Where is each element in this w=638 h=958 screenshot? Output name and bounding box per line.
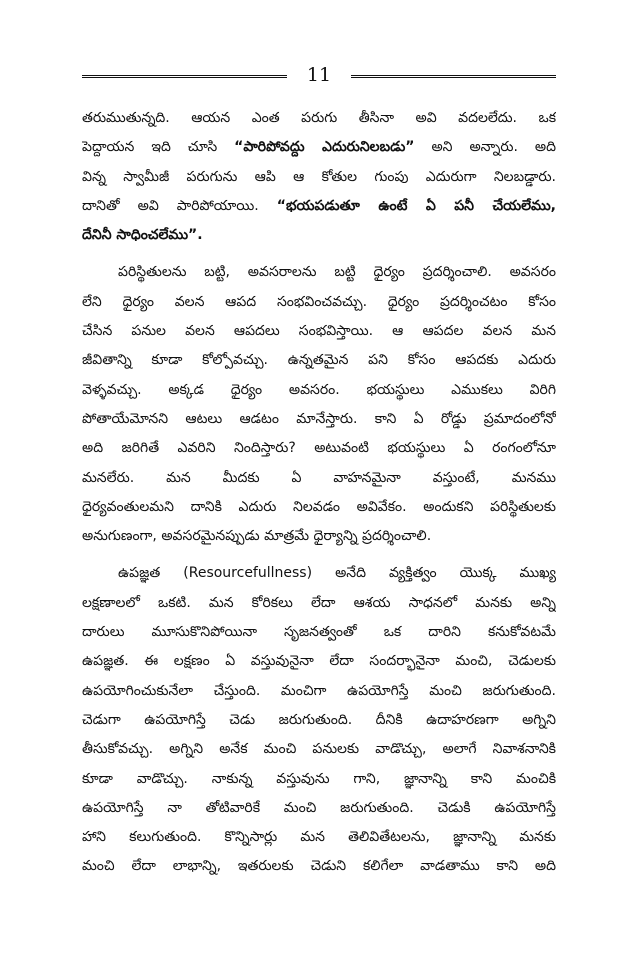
text-line [82,221,556,250]
page-header [82,62,556,90]
text-line: కూడా వాడొచ్చు. నాకున్న వస్తువును గాని, జ్ఞానాన్ని కాని మంచికి [82,770,556,787]
text-line: పోతాయేమోనని ఆటలు ఆడటం మానేస్తారు. కాని ఏ రోడ్డు ప్రమాదంలోనో [82,410,556,427]
text-line: చెడుగా ఉపయోగిస్తే చెడు జరుగుతుంది. దీనికి ఉదాహరణగా అగ్నిని [82,711,556,728]
paragraph-2 [82,258,556,551]
text-line: హాని కలుగుతుంది. కొన్నిసార్లు మన తెలివితేటలను, జ్ఞానాన్ని మనకు [82,829,556,846]
text-line: ఉపజ్ఞత (Resourcefullness) అనేది వ్యక్తిత్వం యొక్క ముఖ్య [118,565,556,582]
text-line: దారులు మూసుకొనిపోయినా సృజనత్వంతో ఒక దారిని కనుకోవటమే [82,624,556,641]
text-line: లేని ధైర్యం వలన ఆపద సంభవించవచ్చు. ధైర్యం ప్రదర్శించటం కోసం [82,293,556,310]
text-line: విన్న స్వామీజీ పరుగును ఆపి ఆ కోతుల గుంపు ఎదురుగా నిలబడ్డారు. [82,168,556,185]
text-line: మనలేరు. మన మీదకు ఏ వాహనమైనా వస్తుంటే, మనము [82,469,556,486]
text-line: మంచి లేదా లాభాన్ని, ఇతరులకు చెడుని కలిగేలా వాడతాము కాని అది [82,858,556,875]
text-line: అది జరిగితే ఎవరిని నిందిస్తారు? అటువంటి భయస్థులు ఏ రంగంలోనూ [82,440,556,457]
bold-quote: “భయపడుతూ ఉంటే ఏ పనీ చేయలేము, [276,197,556,214]
text-line: ఉపజ్ఞత. ఈ లక్షణం ఏ వస్తువునైనా లేదా సందర్భానైనా మంచి, చెడులకు [82,653,556,670]
bold-quote: దేనినీ సాధించలేము”. [82,227,203,244]
text-line: అనుగుణంగా, అవసరమైనప్పుడు మాత్రమే ధైర్యాన్ని ప్రదర్శించాలి. [82,528,432,545]
text-line: చేసిన పనుల వలన ఆపదలు సంభవిస్తాయి. ఆ ఆపదల వలన మన [82,323,556,340]
text-line: తీసుకోవచ్చు. అగ్నిని అనేక మంచి పనులకు వాడొచ్చు, అలాగే నివాశనానికి [82,741,556,758]
text-line: పెద్దాయన ఇది చూసి “పారిపోవద్దు ఎదురునిలబడు” అని అన్నారు. అది [82,139,556,156]
text-line: తరుముతున్నది. ఆయన ఎంత పరుగు తీసినా అవి వదలలేదు. ఒక [82,110,556,126]
bold-quote: “పారిపోవద్దు ఎదురునిలబడు” [234,139,415,156]
page-body [82,104,556,882]
text-line: లక్షణాలలో ఒకటి. మన కోరికలు లేదా ఆశయ సాధనలో మనకు అన్ని [82,594,556,611]
text-line: ఉపయోగిస్తే నా తోటివారికే మంచి జరుగుతుంది. చెడుకి ఉపయోగిస్తే [82,799,556,816]
text-line: పరిస్థితులను బట్టి, అవసరాలను బట్టి ధైర్యం ప్రదర్శించాలి. అవసరం [118,264,556,281]
header-rule-right [351,75,556,78]
paragraph-1 [82,104,556,250]
text-line: వెళ్ళవచ్చు. అక్కడ ధైర్యం అవసరం. భయస్థులు ఎముకలు విరిగి [82,381,556,398]
text-line: జీవితాన్ని కూడా కోల్పోవచ్చు. ఉన్నతమైన పని కోసం ఆపదకు ఎదురు [82,352,556,369]
text-line: దానితో అవి పారిపోయాయి. “భయపడుతూ ఉంటే ఏ పనీ చేయలేము, [82,197,556,214]
text-line: ఉపయోగించుకునేలా చేస్తుంది. మంచిగా ఉపయోగిస్తే మంచి జరుగుతుంది. [82,682,556,699]
text-line: ధైర్యవంతులమని దానికి ఎదురు నిలవడం అవివేకం. అందుకని పరిస్థితులకు [82,498,556,515]
page-number: 11 [306,64,332,86]
paragraph-3 [82,559,556,881]
